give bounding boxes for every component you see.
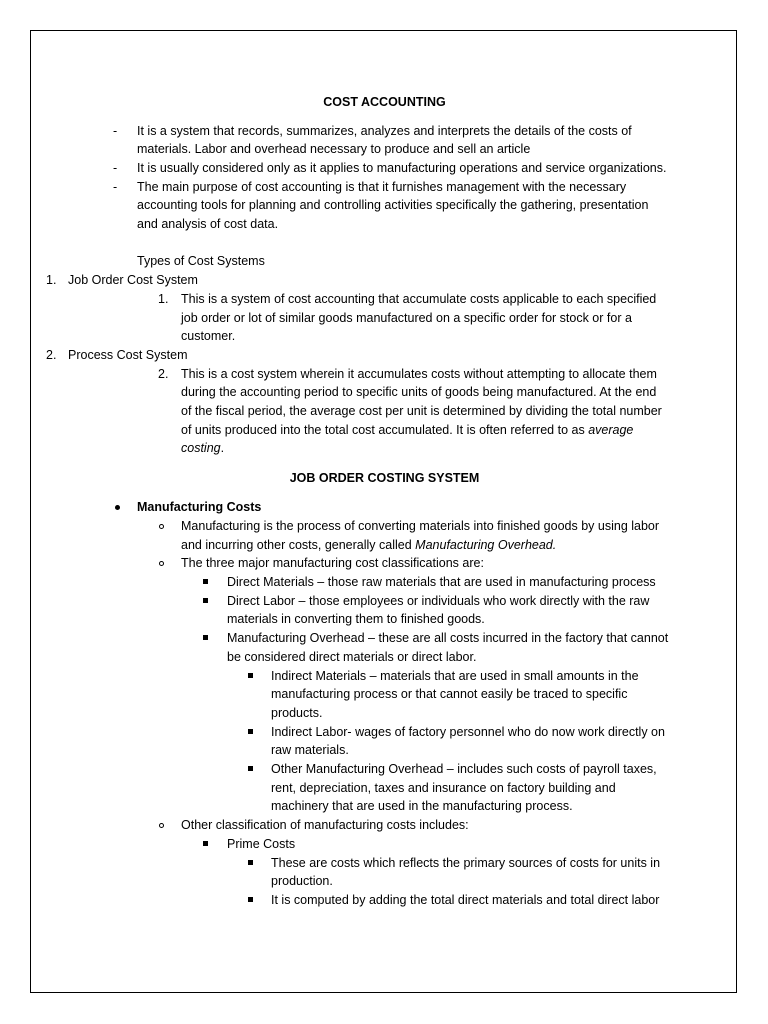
costing-italic: costing [181, 441, 221, 455]
prime-1-line-1: These are costs which reflects the primary sources of costs for units in [271, 856, 661, 870]
other-overhead-line-3: machinery that are used in the manufacturing process. [271, 799, 573, 813]
section-title: JOB ORDER COSTING SYSTEM [289, 471, 480, 485]
intro-item-3-line-1: The main purpose of cost accounting is that it furnishes management with the necessary [137, 180, 627, 194]
indirect-materials-line-1: Indirect Materials – materials that are used in small amounts in the [271, 669, 639, 683]
system-1-line-3: customer. [181, 329, 236, 343]
indirect-materials-line-2: manufacturing process or that cannot easily be traced to specific [271, 687, 628, 701]
system-2-number: 2. [46, 348, 57, 362]
other-overhead-line-1: Other Manufacturing Overhead – includes such costs of payroll taxes, [271, 762, 657, 776]
bullet-dot [115, 505, 120, 510]
mfg-overhead-line-2: be considered direct materials or direct labor. [227, 650, 477, 664]
types-heading: Types of Cost Systems [137, 254, 265, 268]
indirect-labor-line-1: Indirect Labor- wages of factory personnel who do now work directly on [271, 725, 665, 739]
manufacturing-heading: Manufacturing Costs [137, 500, 262, 514]
mfg-def-line-2 [181, 536, 556, 554]
dash-marker: - [113, 161, 118, 175]
period: . [220, 441, 225, 455]
intro-item-1-line-1: It is a system that records, summarizes, analyzes and interprets the details of the costs of [137, 124, 632, 138]
bullet-circle [159, 561, 164, 566]
bullet-circle [159, 524, 164, 529]
bullet-square [203, 841, 208, 846]
mfg-overhead-line-1: Manufacturing Overhead – these are all costs incurred in the factory that cannot [227, 631, 669, 645]
bullet-square [203, 635, 208, 640]
prime-costs: Prime Costs [227, 837, 296, 851]
mfg-def-line-2-text: and incurring other costs, generally called [181, 538, 412, 552]
other-overhead-line-2: rent, depreciation, taxes and insurance on factory building and [271, 781, 616, 795]
dash-marker: - [113, 124, 118, 138]
system-2-line-4-text: of units produced into the total cost accumulated. It is often referred to as [181, 423, 585, 437]
system-2-line-3: of the fiscal period, the average cost per unit is determined by dividing the total number [181, 404, 662, 418]
direct-labor-line-1: Direct Labor – those employees or individuals who work directly with the raw [227, 594, 650, 608]
bullet-circle [159, 823, 164, 828]
system-1-line-1: This is a system of cost accounting that accumulate costs applicable to each specified [181, 292, 657, 306]
direct-materials: Direct Materials – those raw materials that are used in manufacturing process [227, 575, 656, 589]
system-2-line-2: during the accounting period to specific units of goods being manufactured. At the end [181, 385, 657, 399]
three-major-text: The three major manufacturing cost classifications are: [181, 556, 484, 570]
system-1-sub-number: 1. [158, 292, 169, 306]
page-title: COST ACCOUNTING [323, 95, 446, 109]
intro-item-3-line-2: accounting tools for planning and controlling activities specifically the gathering, presentation [137, 198, 649, 212]
dash-marker: - [113, 180, 118, 194]
system-2-line-4 [181, 421, 633, 439]
bullet-square [248, 860, 253, 865]
bullet-square [203, 598, 208, 603]
system-2-line-5 [181, 439, 224, 457]
average-italic: average [588, 423, 634, 437]
prime-2-line-1: It is computed by adding the total direct materials and total direct labor [271, 893, 660, 907]
bullet-square [248, 673, 253, 678]
system-2-name: Process Cost System [68, 348, 188, 362]
system-1-number: 1. [46, 273, 57, 287]
bullet-square [203, 579, 208, 584]
intro-item-2-line-1: It is usually considered only as it applies to manufacturing operations and service organizations. [137, 161, 667, 175]
intro-item-1-line-2: materials. Labor and overhead necessary to produce and sell an article [137, 142, 531, 156]
system-1-line-2: job order or lot of similar goods manufactured on a specific order for stock or for a [181, 311, 632, 325]
document-page [30, 30, 737, 993]
direct-labor-line-2: materials in converting them to finished goods. [227, 612, 485, 626]
indirect-materials-line-3: products. [271, 706, 323, 720]
bullet-square [248, 897, 253, 902]
system-1-name: Job Order Cost System [68, 273, 198, 287]
system-2-line-1: This is a cost system wherein it accumulates costs without attempting to allocate them [181, 367, 657, 381]
mfg-overhead-italic: Manufacturing Overhead. [415, 538, 557, 552]
bullet-square [248, 729, 253, 734]
indirect-labor-line-2: raw materials. [271, 743, 349, 757]
system-2-sub-number: 2. [158, 367, 169, 381]
intro-item-3-line-3: and analysis of cost data. [137, 217, 279, 231]
prime-1-line-2: production. [271, 874, 333, 888]
other-class-text: Other classification of manufacturing costs includes: [181, 818, 469, 832]
bullet-square [248, 766, 253, 771]
mfg-def-line-1: Manufacturing is the process of converting materials into finished goods by using labor [181, 519, 660, 533]
